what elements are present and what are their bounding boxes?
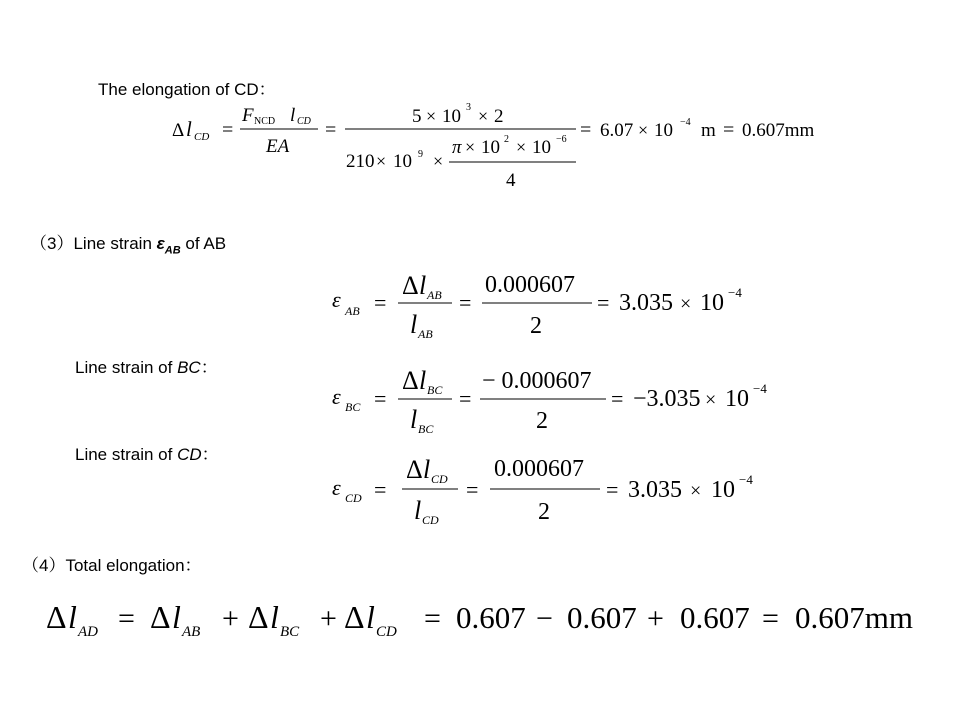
equals-sign: = xyxy=(459,290,472,315)
length-subscript: CD xyxy=(431,472,448,486)
equals-sign: = xyxy=(459,386,472,411)
length-symbol: l xyxy=(419,366,427,395)
result-value: 0.607mm xyxy=(795,600,913,635)
ten-base: 10 xyxy=(654,120,673,141)
part3-tail: of AB xyxy=(180,234,227,253)
times-sign: × xyxy=(376,151,387,171)
equals-sign: = xyxy=(580,119,592,141)
numerator-value: 0.000607 xyxy=(494,456,584,482)
length-subscript: AB xyxy=(418,327,433,341)
result-value: 6.07 xyxy=(600,120,634,141)
cd-elongation-heading: The elongation of CD： xyxy=(98,80,276,99)
length-symbol: l xyxy=(270,599,279,635)
result-value: −3.035 xyxy=(633,386,701,412)
equals-sign: = xyxy=(466,477,479,502)
equals-sign: = xyxy=(762,602,779,635)
value: 0.607 xyxy=(456,600,526,635)
equals-sign: = xyxy=(374,386,387,411)
times-sign: × xyxy=(705,389,717,411)
times-sign: × xyxy=(690,480,702,502)
length-subscript: AB xyxy=(182,624,201,640)
delta-symbol: Δ xyxy=(46,599,67,635)
result-mm: 0.607mm xyxy=(742,120,815,141)
delta-symbol: Δ xyxy=(248,599,269,635)
bc-strain-prefix: Line strain of xyxy=(75,358,178,377)
length-subscript: AB xyxy=(427,288,442,302)
epsilon-symbol: ε xyxy=(332,384,341,409)
delta-symbol: Δ xyxy=(172,120,185,141)
times-sign: × xyxy=(465,137,476,157)
epsilon-symbol: ε xyxy=(332,475,341,500)
result-value: 3.035 xyxy=(619,290,673,316)
plus-sign: + xyxy=(320,602,337,635)
times-sign: × xyxy=(680,293,692,315)
length-symbol: l xyxy=(172,599,181,635)
pi-symbol: π xyxy=(452,137,462,158)
plus-sign: + xyxy=(647,602,664,635)
times-sign: × xyxy=(516,137,527,157)
length-subscript: BC xyxy=(280,624,300,640)
ea-denominator: EA xyxy=(266,136,290,157)
ten-base: 10 xyxy=(725,386,749,412)
equals-sign: = xyxy=(222,119,234,141)
cd-strain-var: CD xyxy=(177,445,202,464)
length-symbol: l xyxy=(366,599,375,635)
equals-sign: = xyxy=(374,477,387,502)
part4-heading: （4）Total elongation： xyxy=(22,556,202,575)
length-symbol: l xyxy=(290,105,296,126)
epsilon-subscript: AB xyxy=(345,304,360,318)
exponent: −4 xyxy=(728,285,742,300)
part3-epsilon: ε xyxy=(156,234,165,253)
exponent: 3 xyxy=(466,102,471,113)
numerator-value: 2 xyxy=(494,106,504,127)
denominator-value: 2 xyxy=(536,408,548,434)
cd-strain-prefix: Line strain of xyxy=(75,445,178,464)
unit-label: m xyxy=(701,120,716,141)
modulus-value: 210 xyxy=(346,151,375,172)
times-sign: × xyxy=(426,106,437,126)
length-symbol: l xyxy=(68,599,77,635)
epsilon-subscript: BC xyxy=(345,400,361,414)
equals-sign: = xyxy=(118,602,135,635)
exponent: 2 xyxy=(504,134,509,145)
length-symbol: l xyxy=(410,310,418,339)
equals-sign: = xyxy=(723,119,735,141)
length-symbol: l xyxy=(414,496,422,525)
result-value: 3.035 xyxy=(628,477,682,503)
times-sign: × xyxy=(638,120,649,140)
ten-base: 10 xyxy=(711,477,735,503)
length-symbol: l xyxy=(410,405,418,434)
delta-symbol: Δ xyxy=(402,271,419,300)
ten-base: 10 xyxy=(442,106,461,127)
ten-base: 10 xyxy=(532,137,551,158)
lhs-l: l xyxy=(186,117,192,141)
equals-sign: = xyxy=(374,290,387,315)
exponent: −4 xyxy=(739,472,753,487)
bc-strain-var: BC xyxy=(177,358,201,377)
delta-symbol: Δ xyxy=(402,366,419,395)
equals-sign: = xyxy=(325,119,337,141)
length-subscript: CD xyxy=(422,513,439,527)
length-subscript: CD xyxy=(376,624,397,640)
times-sign: × xyxy=(433,151,444,171)
exponent: −6 xyxy=(556,134,567,145)
equals-sign: = xyxy=(424,602,441,635)
minus-sign: − xyxy=(536,602,553,635)
delta-symbol: Δ xyxy=(150,599,171,635)
epsilon-subscript: CD xyxy=(345,491,362,505)
cd-strain-suffix: ： xyxy=(201,445,219,464)
value: 0.607 xyxy=(680,600,750,635)
length-subscript: BC xyxy=(427,383,443,397)
numerator-value: − 0.000607 xyxy=(482,368,592,394)
denominator-value: 2 xyxy=(538,499,550,525)
force-symbol: F xyxy=(242,105,254,126)
numerator-value: 0.000607 xyxy=(485,272,575,298)
length-subscript: CD xyxy=(297,116,311,127)
ten-base: 10 xyxy=(481,137,500,158)
plus-sign: + xyxy=(222,602,239,635)
value: 0.607 xyxy=(567,600,637,635)
denominator-value: 2 xyxy=(530,313,542,339)
equals-sign: = xyxy=(611,386,624,411)
length-subscript: AD xyxy=(78,624,98,640)
times-sign: × xyxy=(478,106,489,126)
epsilon-symbol: ε xyxy=(332,287,341,312)
ten-base: 10 xyxy=(700,290,724,316)
lhs-subscript: CD xyxy=(194,131,210,143)
length-symbol: l xyxy=(419,271,427,300)
exponent: −4 xyxy=(753,381,767,396)
inner-denominator: 4 xyxy=(506,170,516,191)
part3-epsilon-sub: AB xyxy=(164,244,181,257)
numerator-value: 5 xyxy=(412,106,422,127)
exponent: −4 xyxy=(680,117,691,128)
ten-base: 10 xyxy=(393,151,412,172)
length-subscript: BC xyxy=(418,422,434,436)
length-symbol: l xyxy=(423,455,431,484)
delta-symbol: Δ xyxy=(344,599,365,635)
equals-sign: = xyxy=(606,477,619,502)
part3-number: （3） xyxy=(30,234,74,253)
exponent: 9 xyxy=(418,149,423,160)
delta-symbol: Δ xyxy=(406,455,423,484)
part3-text: Line strain xyxy=(73,234,157,253)
equals-sign: = xyxy=(597,290,610,315)
force-subscript: NCD xyxy=(254,116,276,127)
bc-strain-suffix: ： xyxy=(200,358,218,377)
